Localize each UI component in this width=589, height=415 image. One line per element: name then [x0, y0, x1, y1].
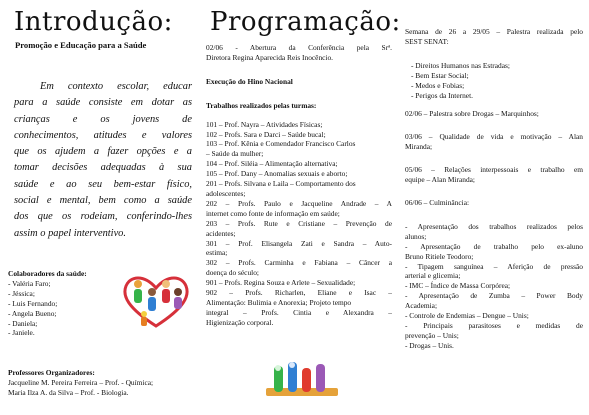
culmination-line: - Controle de Endemias – Dengue – Unis; — [405, 311, 529, 321]
collaborator-item: - Daniela; — [8, 318, 38, 328]
culmination-line: alunos; — [405, 231, 427, 241]
works-line: 101 – Prof. Nayra – Atividades Físicas; — [206, 119, 323, 129]
culmination-line: - Principais parasitoses e medidas de — [405, 320, 583, 330]
collaborator-item: - Luis Fernando; — [8, 298, 58, 308]
intro-line: tomar decisões adequadas à sua — [14, 162, 192, 174]
culmination-line: - IMC – Índice de Massa Corpórea; — [405, 281, 511, 291]
intro-line: que os ajudem a fazer opções e a — [14, 146, 192, 158]
intro-line: para a saúde consiste em dotar as — [14, 97, 192, 109]
test-tubes-image — [262, 360, 342, 400]
collaborator-item: - Jéssica; — [8, 288, 35, 298]
week-topic: - Medos e Fobias; — [411, 80, 465, 90]
works-line: 104 – Prof. Siléia – Alimentação alternativa; — [206, 159, 338, 169]
collaborators-heading: Colaboradores da saúde: — [8, 269, 87, 278]
culmination-line: - Apresentação dos trabalhos realizados pelos — [405, 221, 583, 231]
organizer-line: Maria Ilza A. da Silva – Prof. - Biologia. — [8, 387, 129, 397]
works-line: internet como fonte de informação em saúde; — [206, 208, 340, 218]
event-line: equipe – Alan Miranda; — [405, 175, 475, 185]
collaborators-list — [8, 269, 118, 338]
works-line: 201 – Profs. Silvana e Laila – Comportamento dos — [206, 179, 356, 189]
opening-line: Diretora Regina Aparecida Reis Inocêncio. — [206, 52, 334, 62]
collaborator-item: - Janiele. — [8, 328, 35, 338]
works-line: adolescentes; — [206, 188, 246, 198]
works-line: 203 – Profs. Rute e Cristiane – Prevenção de — [206, 218, 392, 228]
culmination-line: Academia; — [405, 301, 438, 311]
culmination-line: - Apresentação de Zumba – Power Body — [405, 291, 583, 301]
works-line: doença do século; — [206, 268, 259, 278]
week-topic: - Bem Estar Social; — [411, 70, 469, 80]
week-topic: - Perigos da Internet. — [411, 90, 473, 100]
works-line: acidentes; — [206, 228, 236, 238]
works-line: Higienização corporal. — [206, 317, 274, 327]
week-heading-line: SEST SENAT: — [405, 36, 449, 46]
program-block — [206, 43, 392, 328]
program-title: Programação: — [210, 7, 401, 37]
collaborator-item: - Angela Bueno; — [8, 308, 57, 318]
works-line: 301 – Prof. Elisangela Zati e Sandra – Auto- — [206, 238, 392, 248]
intro-line: saúde e ao seu bem-estar físico, — [14, 178, 192, 190]
week-heading-line: Semana de 26 a 29/05 – Palestra realizada pelo — [405, 27, 583, 36]
culmination-line: - Apresentação de trabalho pelo ex-aluno — [405, 241, 583, 251]
intro-line: conhecimentos, atitudes e valores — [14, 129, 192, 141]
intro-line: social e mental, bem como a saúde — [14, 195, 192, 207]
intro-title: Introdução: — [14, 7, 173, 37]
works-line: 302 – Profs. Carminha e Fabiana – Câncer a — [206, 258, 392, 268]
works-line: 901 – Profs. Regina Souza e Arlete – Sexualidade; — [206, 278, 356, 288]
intro-line: assim o papel interventivo. — [14, 227, 126, 239]
organizer-line: Jacqueline M. Pereira Ferreira – Prof. - Química; — [8, 377, 154, 387]
intro-paragraph — [14, 79, 192, 242]
week-block — [405, 27, 583, 351]
intro-subtitle: Promoção e Educação para a Saúde — [15, 40, 147, 50]
opening-line: 02/06 - Abertura da Conferência pela Srª. — [206, 43, 392, 52]
organizers-block — [8, 368, 198, 398]
culmination-line: - Drogas – Unis. — [405, 340, 454, 350]
works-line: 103 – Prof. Kênia e Comendador Francisco Carlos — [206, 139, 356, 149]
event-line: 06/06 – Culminância: — [405, 197, 470, 207]
works-line: 902 – Profs. Richarlen, Eliane e Isac – — [206, 288, 392, 298]
heart-figures-image — [118, 270, 194, 330]
intro-line: crianças e os jovens de — [14, 113, 192, 125]
event-line: 05/06 – Relações interpessoais e trabalho em — [405, 165, 583, 175]
works-line: 202 – Profs. Paulo e Jacqueline Andrade – A — [206, 198, 392, 208]
culmination-line: Bruno Ritiele Teodoro; — [405, 251, 474, 261]
intro-line: dos que os rodeiam, conferindo-lhes — [14, 211, 192, 223]
works-line: 105 – Prof. Dany – Anomalias sexuais e aborto; — [206, 169, 348, 179]
anthem-line: Execução do Hino Nacional — [206, 76, 293, 86]
intro-line: Em contexto escolar, educar — [40, 81, 192, 92]
event-line: 02/06 – Palestra sobre Drogas – Marquinhos; — [405, 109, 539, 119]
event-line: 03/06 – Qualidade de vida e motivação – Alan — [405, 132, 583, 142]
works-line: – Saúde da mulher; — [206, 149, 264, 159]
culmination-line: arterial e glicemia; — [405, 271, 461, 281]
week-topic: - Direitos Humanos nas Estradas; — [411, 60, 510, 70]
organizers-heading: Professores Organizadores: — [8, 368, 95, 377]
works-line: estima; — [206, 248, 228, 258]
collaborator-item: - Valéria Faro; — [8, 278, 51, 288]
works-line: 102 – Profs. Sara e Darci – Saúde bucal; — [206, 129, 326, 139]
culmination-line: prevenção – Unis; — [405, 330, 459, 340]
works-line: Alimentação: Bulimia e Anorexia; Projeto tempo — [206, 297, 352, 307]
culmination-line: - Tipagem sanguínea – Aferição de pressão — [405, 261, 583, 271]
works-line: integral – Profs. Cintia e Alexandra – — [206, 307, 392, 317]
works-heading: Trabalhos realizados pelas turmas: — [206, 100, 317, 110]
event-line: Miranda; — [405, 142, 433, 152]
